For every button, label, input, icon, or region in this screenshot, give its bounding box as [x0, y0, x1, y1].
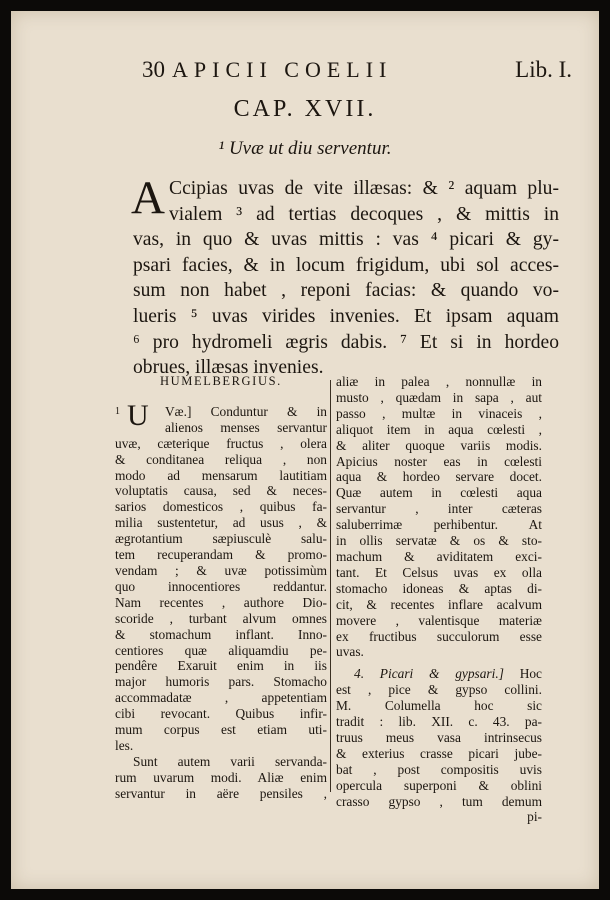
commentary-line: major humoris pars. Stomacho — [115, 674, 327, 690]
commentary-line: est , pice & gypso collini. — [336, 682, 542, 698]
commentary-line: alienos menses servantur — [165, 419, 327, 435]
commentary-line: ex fructibus succulorum esse — [336, 628, 542, 644]
commentary-line: Apicius noster eas in cœlesti — [336, 453, 542, 469]
note-4-label: 4. Picari & gypsari.] — [354, 666, 504, 682]
commentary-line: machum & aviditatem exci- — [336, 548, 542, 564]
commentary-line: quo innocentiores reddantur. — [115, 578, 327, 594]
commentary-line: tant. Et Celsus uvas ex olla — [336, 564, 542, 580]
commentary-line: Sunt autem varii servanda- — [133, 753, 327, 769]
commentary-line: uvæ, cæterique fructus , olera — [115, 435, 327, 451]
note-marker: 1 — [115, 405, 120, 417]
commentary-line: movere , valentisque materiæ — [336, 612, 542, 628]
commentary-line: stomacho idoneas & aptas di- — [336, 580, 542, 596]
commentary-line: Quæ autem in cœlesti aqua — [336, 485, 542, 501]
commentary-line: M. Columella hoc sic — [336, 698, 542, 714]
commentary-line: saluberrimæ perhibentur. At — [336, 517, 542, 533]
main-text-line: ⁶ pro hydromeli ægris dabis. ⁷ Et si in hordeo — [133, 331, 559, 353]
main-text-line: Ccipias uvas de vite illæsas: & ² aquam plu- — [169, 178, 559, 199]
recipe-title: ¹ Uvæ ut diu serventur. — [218, 138, 392, 159]
commentary-line: tem recuperandam & promo- — [115, 547, 327, 563]
commentary-line: pendêre Exaruit enim in iis — [115, 658, 327, 674]
note-1 — [115, 398, 327, 436]
commentary-line: cibi revocant. Quibus infir- — [115, 706, 327, 722]
main-recipe-text — [131, 172, 559, 381]
commentary-line: aqua & hordeo servare docet. — [336, 469, 542, 485]
commentary-line: rum uvarum modi. Aliæ enim — [115, 769, 327, 785]
commentary-left-column — [115, 374, 327, 802]
main-text-line: psari facies, & in locum frigidum, ubi sol acces- — [133, 254, 559, 276]
note-4-first-line — [336, 666, 542, 682]
commentary-line: in ollis servatæ & os & sto- — [336, 533, 542, 549]
catchword: pi- — [527, 809, 542, 825]
commentary-line: vendam ; & uvæ potissimùm — [115, 562, 327, 578]
commentary-line: & exterius crasse picari jube- — [336, 745, 542, 761]
commentary-line: modo ad mensarum lautitiam — [115, 467, 327, 483]
commentary-line: centiores quæ aliquamdiu pe- — [115, 642, 327, 658]
commentary-line: ægrotantium sæpiusculè salu- — [115, 531, 327, 547]
note-drop-cap: U — [127, 398, 149, 432]
drop-cap: A — [131, 172, 165, 224]
chapter-title: CAP. XVII. — [233, 96, 377, 122]
commentary-line: & stomachum inflant. Inno- — [115, 626, 327, 642]
commentary-line: milia sustentetur, ad usus , & — [115, 515, 327, 531]
commentary-line: les. — [115, 737, 134, 753]
book-reference: Lib. I. — [515, 57, 572, 82]
main-text-line: lueris ⁵ uvas virides invenies. Et ipsam aquam — [133, 305, 559, 327]
commentary-line: uvas. — [336, 644, 364, 660]
main-text-line: sum non habet , reponi facias: & quando vo- — [133, 280, 559, 302]
commentary-line: musto , quædam in sapa , aut — [336, 389, 542, 405]
commentary-line: passo , multæ in vinaceis , — [336, 405, 542, 421]
commentary-line: & conditanea reliqua , non — [115, 451, 327, 467]
main-text-line: vialem ³ ad tertias decoques , & mittis in — [169, 203, 559, 225]
commentary-line: aliæ in palea , nonnullæ in — [336, 374, 542, 389]
commentary-line: aliquot item in aqua cœlesti , — [336, 421, 542, 437]
main-text-line: obrues, illæsas invenies. — [133, 357, 324, 379]
commentary-line: & aliter quoque variis modis. — [336, 437, 542, 453]
page-number: 30 — [142, 57, 165, 82]
commentary-line: truus meus vasa intrinsecus — [336, 729, 542, 745]
commentary-line: accommadatæ , appetentiam — [115, 690, 327, 706]
commentary-line: crasso gypso , tum demum — [336, 793, 542, 809]
commentary-line: bat , post compositis uvis — [336, 761, 542, 777]
commentary-line: servantur in aëre pensiles , — [115, 785, 327, 801]
commentary-line: scoride , turbant alvum omnes — [115, 610, 327, 626]
commentary-line: voluptatis causa, sed & neces- — [115, 483, 327, 499]
commentary-line: tradit : lib. XII. c. 43. pa- — [336, 714, 542, 730]
commentary-heading: HUMELBERGIUS. — [160, 374, 282, 388]
commentary-right-column — [336, 374, 542, 825]
commentary-line: cit, & recentes inflare acalvum — [336, 596, 542, 612]
note-4-first-tail: Hoc — [519, 666, 542, 682]
commentary-line: Væ.] Conduntur & in — [165, 403, 327, 419]
commentary-line: Nam recentes , authore Dio- — [115, 594, 327, 610]
commentary-line: servantur , inter cæteras — [336, 501, 542, 517]
main-text-line: vas, in quo & uvas mittis : vas ⁴ picari & gy- — [133, 229, 559, 251]
running-title: APICII COELII — [172, 57, 393, 82]
commentary-line: mum corpus est etiam uti- — [115, 722, 327, 738]
column-divider — [330, 380, 331, 792]
commentary-line: opercula superponi & oblini — [336, 777, 542, 793]
commentary-line: sarios domesticos , quibus fa- — [115, 499, 327, 515]
